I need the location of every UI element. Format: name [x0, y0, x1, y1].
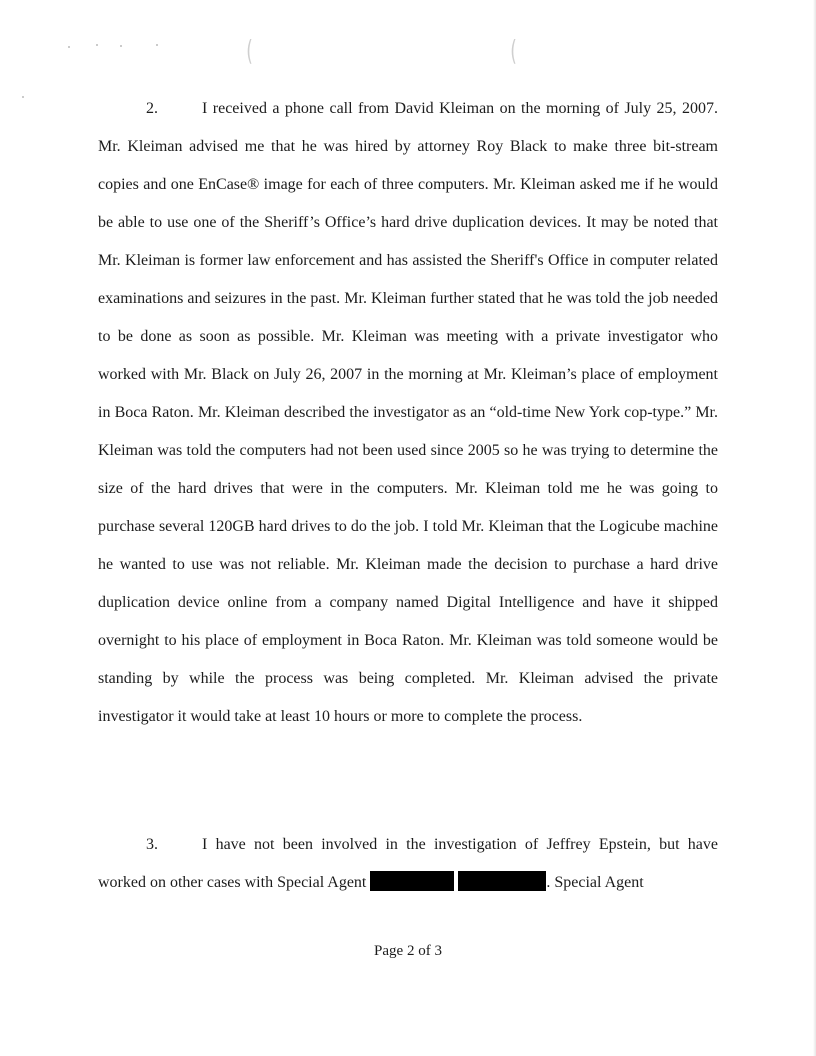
- page-footer: Page 2 of 3: [374, 943, 442, 959]
- paragraph-text-continued: . Special Agent: [546, 874, 644, 891]
- paragraph-2: [98, 90, 718, 736]
- scan-speck: [68, 46, 70, 48]
- scan-speck: [156, 44, 158, 46]
- scan-artifact-mark: (: [246, 34, 253, 67]
- paragraph-3: [98, 826, 718, 902]
- redaction-block: [370, 871, 454, 891]
- paragraph-text: I received a phone call from David Kleiman on the morning of July 25, 2007. Mr. Kleiman advised me that he was hired by attorney Roy Black to make three bit-stream copies and one EnCase® image for each of three computers. Mr. Kleiman asked me if he would be able to use one of the Sheriff’s Office’s hard drive duplication devices. It may be noted that Mr. Kleiman is former law enforcement and has assisted the Sheriff's Office in computer related examinations and seizures in the past. Mr. Kleiman further stated that he was told the job needed to be done as soon as possible. Mr. Kleiman was meeting with a private investigator who worked with Mr. Black on July 26, 2007 in the morning at Mr. Kleiman’s place of employment in Boca Raton. Mr. Kleiman described the investigator as an “old-time New York cop-type.” Mr. Kleiman was told the computers had not been used since 2005 so he was trying to determine the size of the hard drives that were in the computers. Mr. Kleiman told me he was going to purchase several 120GB hard drives to do the job. I told Mr. Kleiman that the Logicube machine he wanted to use was not reliable. Mr. Kleiman made the decision to purchase a hard drive duplication device online from a company named Digital Intelligence and have it shipped overnight to his place of employment in Boca Raton. Mr. Kleiman was told someone would be standing by while the process was being completed. Mr. Kleiman advised the private investigator it would take at least 10 hours or more to complete the process.: [98, 100, 718, 725]
- scan-speck: [120, 45, 122, 47]
- paragraph-text: I have not been involved in the investigation of Jeffrey Epstein, but have worked on other cases with Special Agent: [98, 836, 718, 891]
- scan-artifact-mark: (: [510, 34, 517, 67]
- scan-speck: [96, 44, 98, 46]
- paragraph-number: 3.: [146, 836, 158, 853]
- scan-speck: [22, 96, 24, 98]
- paragraph-number: 2.: [146, 100, 158, 117]
- redaction-block: [458, 871, 546, 891]
